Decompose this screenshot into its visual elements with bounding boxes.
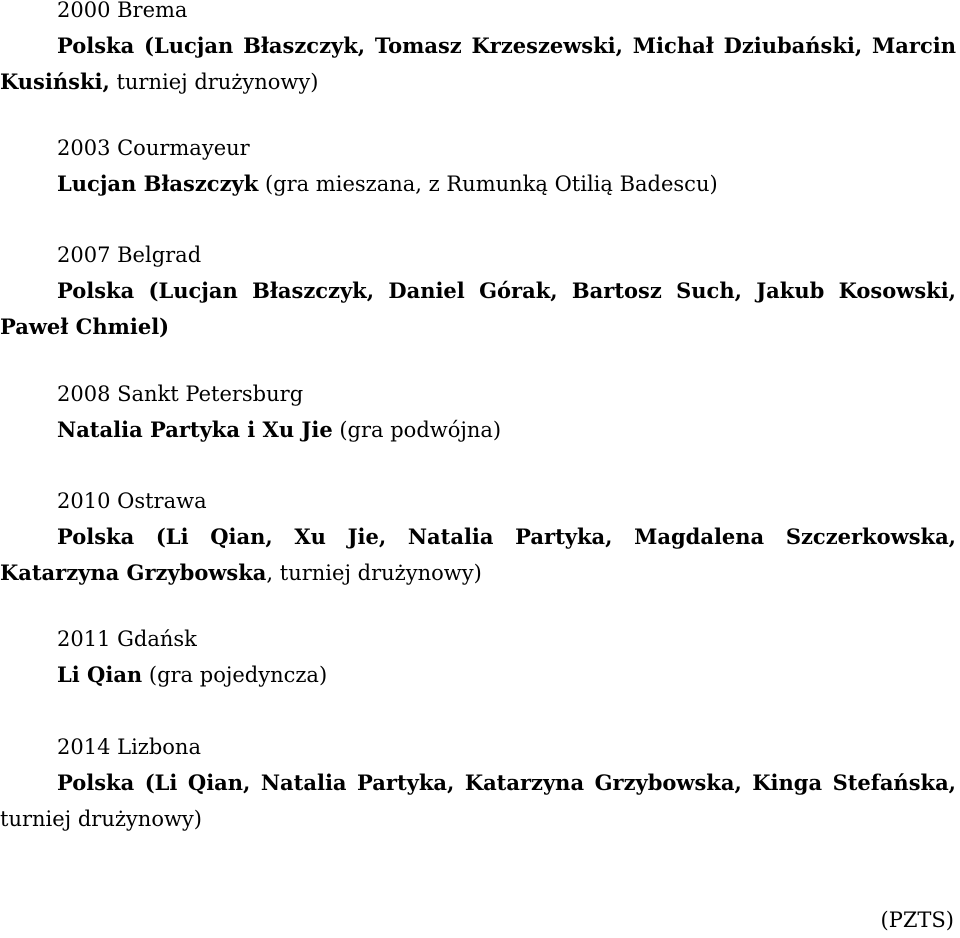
entry-2003 <box>0 130 956 202</box>
entry-year-line: 2003 Courmayeur <box>57 136 250 160</box>
entry-note: , turniej drużynowy) <box>266 561 482 585</box>
entry-year-line: 2011 Gdańsk <box>57 627 197 651</box>
entry-2011 <box>0 621 956 693</box>
entry-note: (gra pojedyncza) <box>142 663 328 687</box>
entry-2010 <box>0 483 956 591</box>
entry-result <box>0 273 956 345</box>
entry-result <box>0 657 956 693</box>
entry-year-line: 2000 Brema <box>57 0 188 22</box>
entry-names: Polska (Lucjan Błaszczyk, Daniel Górak, Bartosz Such, Jakub Kosowski, Paweł Chmiel) <box>0 278 956 339</box>
entry-year-line: 2014 Lizbona <box>57 735 201 759</box>
entry-names: Polska (Li Qian, Xu Jie, Natalia Partyka, Magdalena Szczerkowska, Katarzyna Grzybowska <box>0 524 956 585</box>
entry-names: Polska (Li Qian, Natalia Partyka, Katarzyna Grzybowska, Kinga Stefańska, <box>57 770 956 795</box>
source-credit: (PZTS) <box>880 908 954 932</box>
entry-result <box>0 519 956 591</box>
entry-names: Lucjan Błaszczyk <box>57 171 259 196</box>
entry-note: turniej drużynowy) <box>0 807 202 831</box>
entry-year-line: 2008 Sankt Petersburg <box>57 382 304 406</box>
entry-2000 <box>0 0 956 100</box>
entry-2008 <box>0 376 956 448</box>
entry-2014 <box>0 729 956 837</box>
entry-result <box>0 412 956 448</box>
entry-year-line: 2010 Ostrawa <box>57 489 207 513</box>
entry-note: (gra mieszana, z Rumunką Otilią Badescu) <box>258 172 718 196</box>
entry-note: (gra podwójna) <box>332 418 502 442</box>
entry-result <box>0 166 956 202</box>
entry-result <box>0 765 956 837</box>
entry-names: Natalia Partyka i Xu Jie <box>57 417 333 442</box>
entry-2007 <box>0 237 956 345</box>
entry-note: turniej drużynowy) <box>109 70 319 94</box>
entry-result <box>0 28 956 100</box>
entry-names: Polska (Lucjan Błaszczyk, Tomasz Krzeszewski, Michał Dziubański, Marcin Kusiński, <box>0 33 956 94</box>
entry-names: Li Qian <box>57 662 143 687</box>
entry-year-line: 2007 Belgrad <box>57 243 202 267</box>
